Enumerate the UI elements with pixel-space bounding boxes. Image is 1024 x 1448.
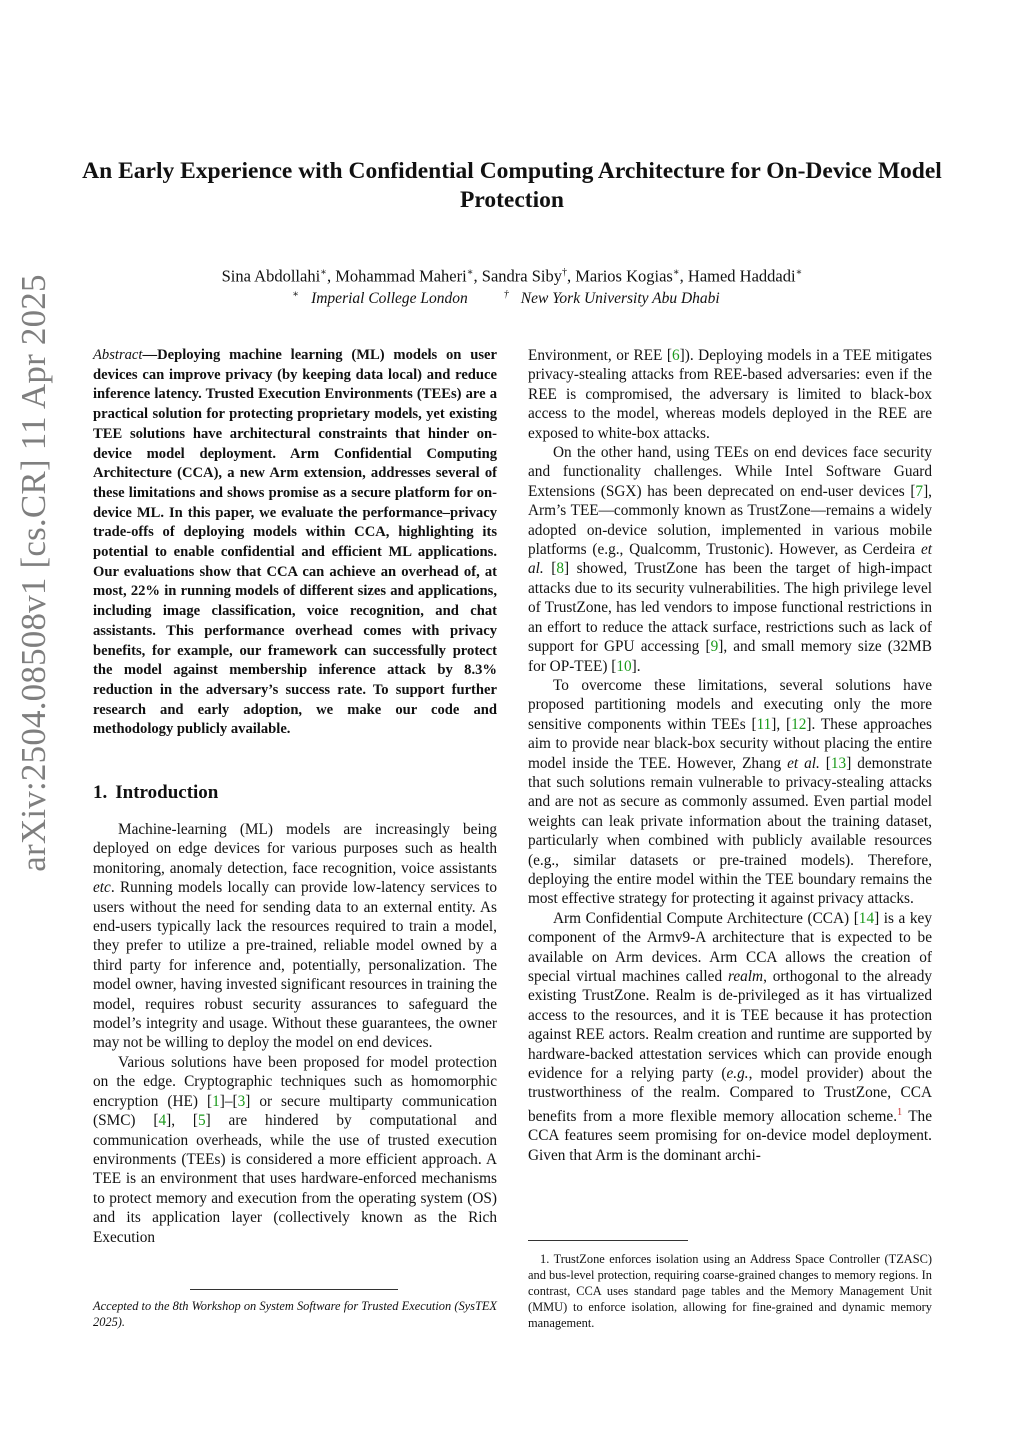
- affiliation-name: Imperial College London: [311, 290, 468, 308]
- text-run: Machine-learning (ML) models are increasingly being deployed on edge devices for various purposes such as health monitoring, anomaly detection, face recognition, voice assistants: [93, 821, 497, 877]
- text-run: , model provider) about the trustworthiness of the realm. Compared to TrustZone, CCA benefits from a more flexible memory allocation scheme.: [528, 1065, 932, 1125]
- footnote-marker[interactable]: 1: [897, 1106, 903, 1118]
- abstract: [93, 346, 497, 740]
- affiliation-name: New York University Abu Dhabi: [520, 290, 720, 308]
- italic-text: et al.: [528, 541, 932, 578]
- citation-link[interactable]: 6: [671, 347, 680, 364]
- citation-link[interactable]: 1: [212, 1092, 220, 1110]
- footnote-rule-left: [190, 1289, 398, 1290]
- text-run: Various solutions have been proposed for model protection on the edge. Cryptographic techniques such as homomorphic encryption (HE) [: [93, 1053, 497, 1110]
- body-paragraph: [528, 676, 932, 909]
- text-run: ] demonstrate that such solutions remain vulnerable to privacy-stealing attacks and are not as secure as commonly assumed. Even partial model weights can leak private information about the training dataset, particularly when combined with publicly available resources (e.g., similar datasets or pre-trained models). Therefore, deploying the entire model within the TEE boundary remains the most effective strategy for protecting it against privacy attacks.: [528, 754, 932, 908]
- citation-link[interactable]: 7: [915, 482, 924, 500]
- text-run: Arm Confidential Compute Architecture (CCA) [: [553, 909, 859, 927]
- citation-link[interactable]: 10: [616, 657, 632, 675]
- footnote: 1. TrustZone enforces isolation using an Address Space Controller (TZASC) and bus-level protection, requiring coarse-grained changes to memory regions. In contrast, CCA uses standard page tables and the Memory Management Unit (MMU) to enforce isolation, allowing for fine-grained and dynamic memory management.: [528, 1252, 932, 1330]
- text-run: [: [819, 754, 831, 772]
- text-run: ], Arm’s TEE—commonly known as TrustZone—remains a widely adopted on-device solution, implemented in various mobile platforms (e.g., Qualcomm, Trustonic). However, as Cerdeira: [528, 482, 932, 559]
- author-name: Sandra Siby: [481, 266, 562, 286]
- footnote-rule-right: [528, 1240, 688, 1241]
- left-column-body: [93, 820, 497, 1247]
- citation-link[interactable]: 13: [830, 754, 847, 772]
- paper-title: An Early Experience with Confidential Computing Architecture for On-Device Model Protection: [82, 158, 942, 213]
- body-paragraph: [93, 820, 497, 1053]
- body-paragraph: [528, 443, 932, 676]
- text-run: ], [: [166, 1112, 198, 1130]
- section-heading-introduction: [93, 781, 218, 805]
- right-column-body: [528, 346, 932, 1165]
- italic-text: etc: [93, 879, 111, 897]
- text-run: ]. These approaches aim to provide near black-box security without placing the entire model inside the TEE. However, Zhang: [528, 715, 932, 772]
- body-paragraph: [528, 346, 932, 443]
- italic-text: e.g.: [726, 1065, 749, 1083]
- text-run: . Running models locally can provide low-latency services to users without the need for sending data to an external entity. As end-users typically lack the resources required to train a model, they prefer to utilize a pre-trained, reliable model owned by a third party for inference and, potentially, personalization. The model owner, having invested significant resources in training the model, requires robust security assurances to safeguard the model’s integrity and usage. Without these guarantees, the owner may not be willing to deploy the model on end devices.: [93, 879, 497, 1052]
- text-run: ]). Deploying models in a TEE mitigates privacy-stealing attacks from REE-based adversaries: even if the REE is compromised, the adversary is limited to black-box access to the model, whereas models deployed in the REE are exposed to white-box attacks.: [528, 347, 932, 442]
- author-name: Sina Abdollahi: [221, 266, 321, 286]
- citation-link[interactable]: 9: [710, 638, 719, 656]
- citation-link[interactable]: 11: [756, 715, 772, 733]
- affiliation: [504, 290, 732, 307]
- author-mark: ∗: [466, 267, 474, 278]
- affiliations: [100, 284, 924, 310]
- affiliation-mark: †: [503, 289, 509, 300]
- section-number: 1.: [93, 782, 108, 803]
- italic-text: et al.: [787, 754, 820, 772]
- citation-link[interactable]: 4: [158, 1112, 167, 1130]
- section-title: Introduction: [115, 782, 219, 803]
- text-run: ] is a key component of the Armv9-A architecture that is expected to be available on Arm devices. Arm CCA allows the creation of special virtual machines called: [528, 909, 932, 985]
- arxiv-identifier: arXiv:2504.08508v1 [cs.CR] 11 Apr 2025: [14, 274, 53, 872]
- author-mark: ∗: [672, 267, 680, 278]
- acceptance-note: Accepted to the 8th Workshop on System Software for Trusted Execution (SysTEX 2025).: [93, 1299, 497, 1329]
- text-run: ] or secure multiparty communication (SMC) [: [93, 1092, 497, 1130]
- author-list: Sina Abdollahi∗, Mohammad Maheri∗, Sandra Siby†, Marios Kogias∗, Hamed Haddadi∗: [221, 266, 803, 286]
- citation-link[interactable]: 12: [791, 715, 807, 733]
- text-run: ], and small memory size (32MB for OP-TEE) [: [528, 638, 932, 675]
- text-run: ] showed, TrustZone has been the target of high-impact attacks due to its security vulnerabilities. The high privilege level of TrustZone, has led vendors to impose functional restrictions in an effort to reduce the attack surface, restrictions such as lack of support for GPU accessing [: [528, 560, 933, 656]
- abstract-text: —Deploying machine learning (ML) models on user devices can improve privacy (by keeping data local) and reduce inference latency. Trusted Execution Environments (TEEs) are a practical solution for protecting proprietary models, yet existing TEE solutions have architectural constraints that hinder on-device model deployment. Arm Confidential Computing Architecture (CCA), a new Arm extension, addresses several of these limitations and shows promise as a secure platform for on-device ML. In this paper, we evaluate the performance–privacy trade-offs of deploying models within CCA, highlighting its potential to enable confidential and efficient ML applications. Our evaluations show that CCA can achieve an overhead of, at most, 22% in running models of different sizes and applications, including image classification, voice recognition, and chat assistants. This performance overhead comes with privacy benefits, for example, our framework can successfully protect the model against membership inference attack by 8.3% reduction in the adversary’s success rate. To support further research and early adoption, we make our code and methodology publicly available.: [93, 347, 497, 738]
- text-run: [: [543, 560, 557, 578]
- text-run: Environment, or REE [: [528, 347, 672, 364]
- text-run: ] are hindered by computational and communication overheads, while the use of trusted execution environments (TEEs) is considered a more efficient approach. A TEE is an environment that uses hardware-enforced mechanisms to protect memory and execution from the operating system (OS) and its application layer (collectively known as the Rich Execution: [93, 1112, 497, 1246]
- citation-link[interactable]: 3: [237, 1092, 246, 1110]
- citation-link[interactable]: 8: [556, 560, 565, 578]
- affiliation: [292, 290, 480, 307]
- text-run: ], [: [771, 715, 792, 733]
- abstract-label: Abstract: [93, 347, 143, 363]
- body-paragraph: [528, 909, 932, 1165]
- text-run: To overcome these limitations, several solutions have proposed partitioning models and executing only the more sensitive components within TEEs [: [528, 676, 932, 733]
- text-run: , orthogonal to the already existing TrustZone. Realm is de-privileged as it has virtualized access to the resources, and it is TEE because it has protection against REE actors. Realm creation and runtime are supported by hardware-backed attestation services which can provide enough evidence for a relying party (: [528, 968, 932, 1083]
- text-run: The CCA features seem promising for on-device model deployment. Given that Arm is the dominant archi-: [528, 1107, 932, 1164]
- text-run: On the other hand, using TEEs on end devices face security and functionality challenges. While Intel Software Guard Extensions (SGX) has been deprecated on end-user devices [: [528, 444, 932, 500]
- italic-text: realm: [727, 968, 764, 985]
- text-run: ]–[: [219, 1092, 238, 1110]
- author-name: Marios Kogias: [575, 266, 673, 286]
- author-name: Hamed Haddadi: [687, 266, 796, 286]
- author-mark: ∗: [320, 267, 327, 278]
- affiliation-mark: ∗: [292, 289, 300, 300]
- author-name: Mohammad Maheri: [335, 266, 467, 286]
- citation-link[interactable]: 14: [858, 909, 875, 927]
- body-paragraph: [93, 1053, 497, 1247]
- author-mark: ∗: [795, 267, 803, 278]
- citation-link[interactable]: 5: [197, 1112, 206, 1130]
- text-run: ].: [631, 657, 641, 675]
- author-mark: †: [561, 267, 567, 278]
